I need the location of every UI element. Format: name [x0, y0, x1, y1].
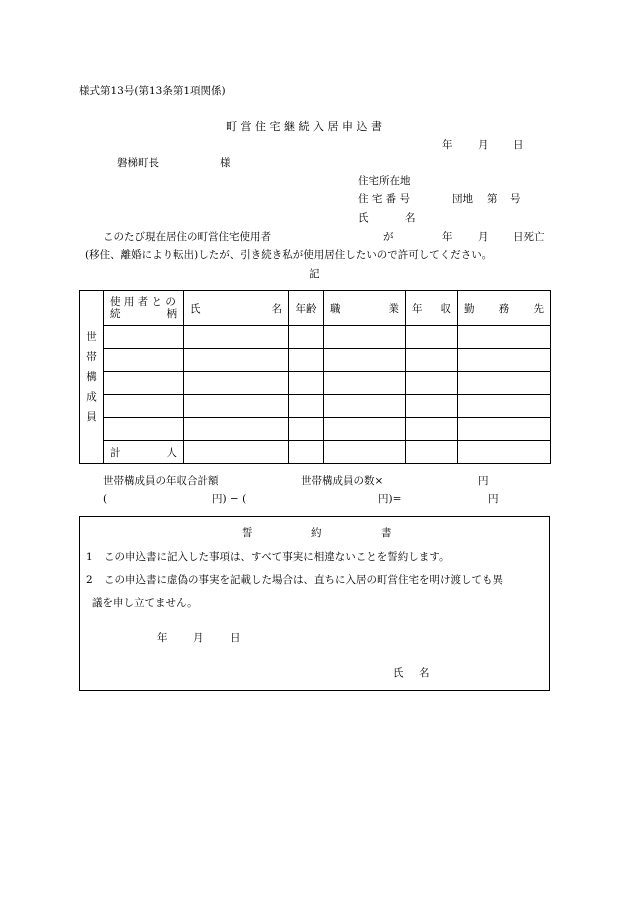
danchi-label: 団地 [452, 193, 473, 205]
header-name: 氏 名 [184, 291, 289, 326]
calc-equals: 円)= [378, 493, 402, 505]
pledge-date-month: 月 [193, 632, 204, 644]
pledge-item-2-line2: 議を申し立てません。 [92, 597, 198, 609]
header-occupation: 職 業 [324, 291, 406, 326]
header-workplace: 勤 務 先 [458, 291, 551, 326]
calc-minus: 円) − ( [212, 493, 247, 505]
addressee-name: 磐梯町長 [117, 157, 159, 169]
death-month-label: 月 [478, 231, 489, 243]
applicant-name-label-2: 名 [405, 212, 416, 224]
pledge-item-1: この申込書に記入した事項は、すべて事実に相違ないことを誓約します。 [104, 551, 450, 563]
body-line2: (移住、離婚により転出)したが、引き続き私が使用居住したいので許可してください。 [85, 249, 493, 261]
household-side-label: 世 帯 構 成 員 [80, 291, 104, 464]
applicant-name-label: 氏 [358, 212, 369, 224]
calc-yen-1: 円 [478, 475, 489, 487]
pledge-date-day: 日 [230, 632, 241, 644]
pledge-item-2-line1: この申込書に虚偽の事実を記載した場合は、直ちに入居の町営住宅を明け渡しても異 [104, 574, 503, 586]
table-row [80, 418, 551, 441]
pledge-sign-label-2: 名 [419, 667, 430, 679]
pledge-title-2: 約 [311, 527, 322, 539]
pledge-date-year: 年 [157, 632, 168, 644]
pledge-title-3: 書 [381, 527, 392, 539]
death-year-label: 年 [442, 231, 453, 243]
calc-yen-2: 円 [488, 493, 499, 505]
header-age: 年齢 [289, 291, 324, 326]
addressee-honorific: 様 [220, 157, 231, 169]
pledge-title-1: 誓 [242, 527, 253, 539]
table-row [80, 372, 551, 395]
household-members-table [79, 290, 551, 464]
ki-label: 記 [309, 268, 320, 280]
form-number: 様式第13号(第13条第1項関係) [79, 85, 226, 97]
pledge-item-2-number: 2 [86, 574, 93, 586]
income-total-label: 世帯構成員の年収合計額 [103, 475, 219, 487]
address-label: 住宅所在地 [358, 175, 411, 187]
date-month-label: 月 [478, 139, 489, 151]
pledge-box [79, 516, 550, 691]
total-label: 計 人 [104, 441, 184, 464]
pledge-item-1-number: 1 [86, 551, 93, 563]
page-title: 町 営 住 宅 継 続 入 居 申 込 書 [226, 120, 382, 133]
calc-paren-open: ( [103, 493, 108, 505]
table-total-row [80, 441, 551, 464]
date-day-label: 日 [513, 139, 524, 151]
member-count-label: 世帯構成員の数× [301, 475, 384, 487]
header-income: 年 収 [406, 291, 458, 326]
table-row [80, 349, 551, 372]
header-relationship: 使 用 者 と の 続 柄 [104, 291, 184, 326]
table-row [80, 395, 551, 418]
death-day-label: 日死亡 [513, 231, 545, 243]
go-label: 号 [510, 193, 521, 205]
house-number-label: 住 宅 番 号 [358, 193, 411, 205]
dai-label: 第 [487, 193, 498, 205]
pledge-sign-label-1: 氏 [393, 667, 404, 679]
table-row [80, 326, 551, 349]
body-line1-ga: が [383, 231, 394, 243]
body-line1-start: このたび現在居住の町営住宅使用者 [103, 231, 271, 243]
date-year-label: 年 [442, 139, 453, 151]
